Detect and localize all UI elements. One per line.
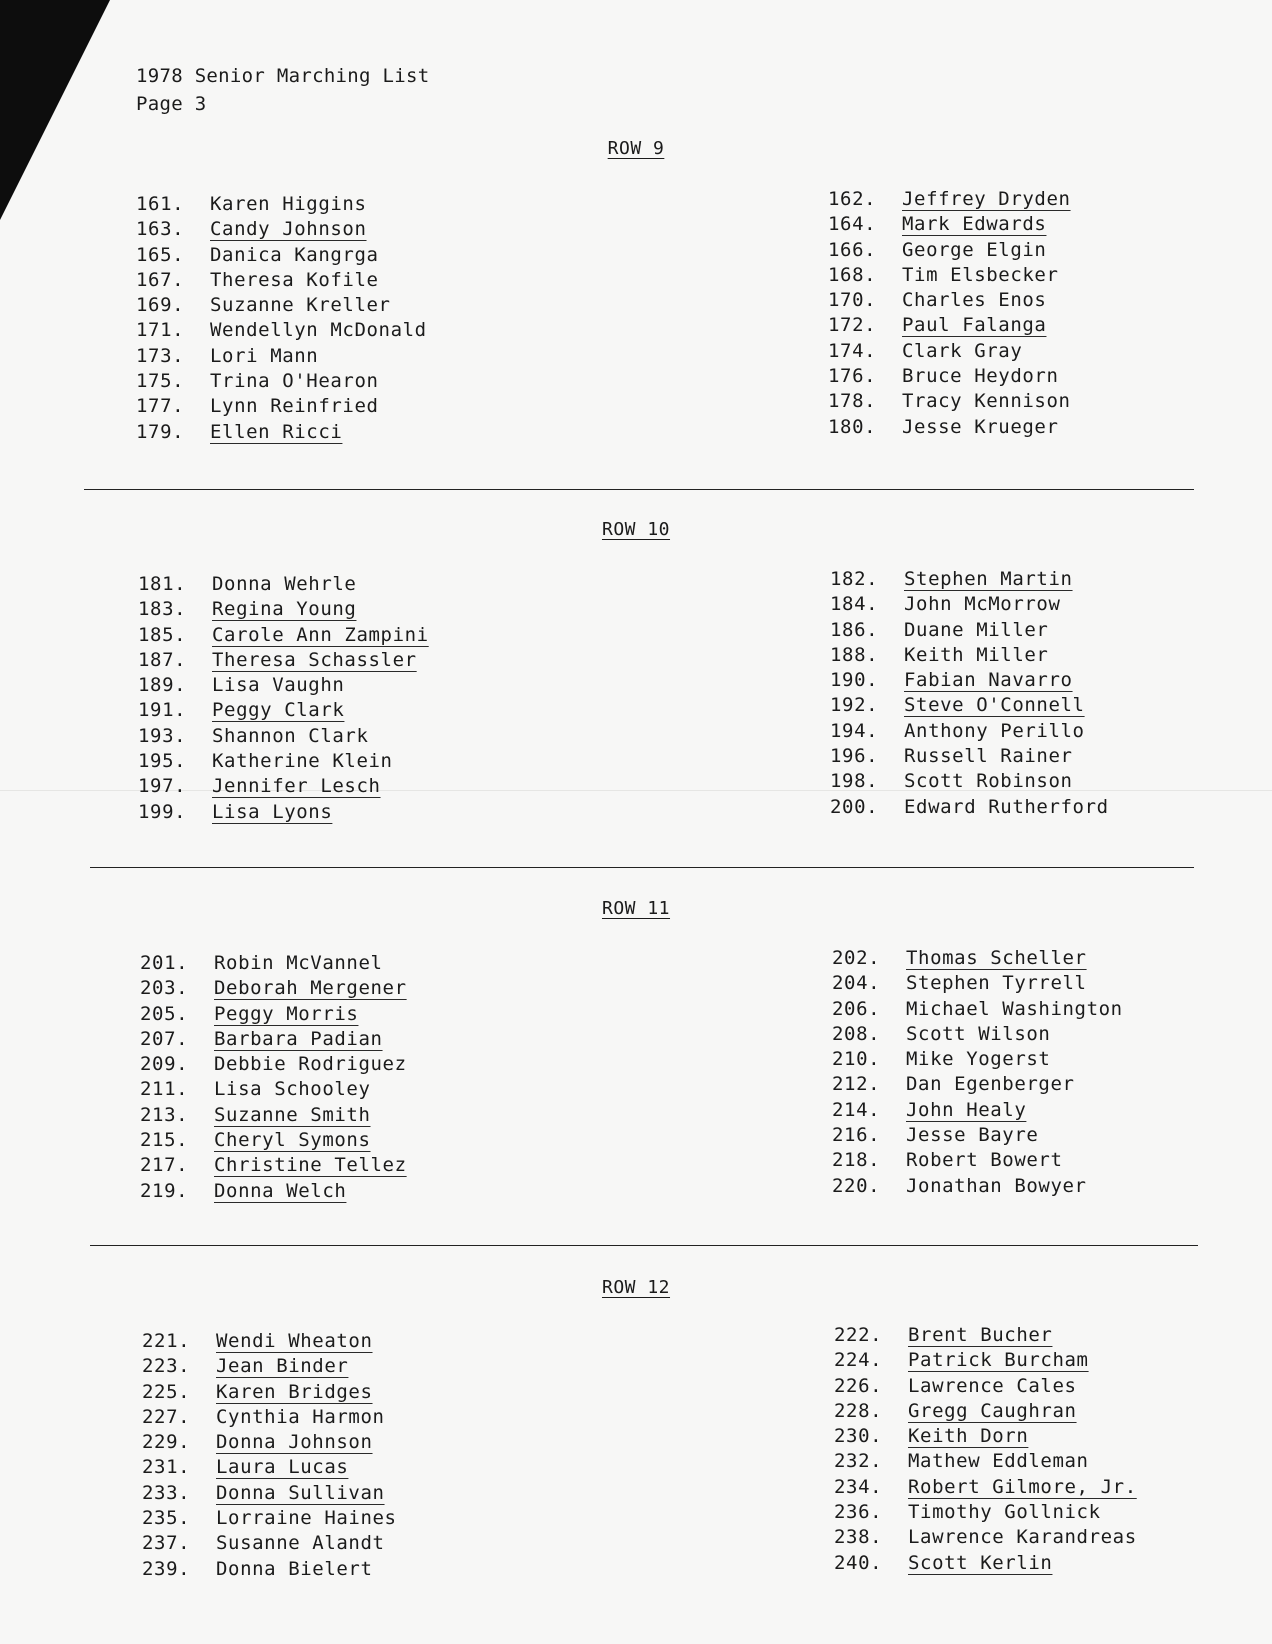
entry-number: 182. (830, 568, 879, 590)
list-item (142, 1455, 397, 1480)
entry-number: 212. (832, 1073, 881, 1096)
entry-number: 223. (142, 1355, 191, 1378)
entry-number: 163. (136, 218, 185, 241)
list-item (138, 623, 429, 648)
entry-number: 218. (832, 1149, 881, 1172)
list-item (138, 648, 429, 673)
entry-number: 165. (136, 243, 185, 266)
entry-number: 197. (138, 775, 187, 798)
entry-number: 171. (136, 319, 185, 342)
student-name: Tim Elsbecker (902, 263, 1059, 286)
student-name: Anthony Perillo (904, 719, 1085, 742)
list-item (828, 238, 1071, 263)
student-name: Jonathan Bowyer (906, 1174, 1087, 1197)
entry-number: 181. (138, 573, 187, 595)
student-name-underlined: Suzanne Smith (214, 1103, 371, 1126)
student-name-underlined: Donna Welch (214, 1179, 347, 1202)
entry-number: 162. (828, 188, 877, 210)
student-name-underlined: Regina Young (212, 598, 357, 621)
list-item (830, 693, 1109, 718)
folded-corner (0, 0, 110, 220)
list-item (832, 1098, 1123, 1123)
list-item (142, 1329, 397, 1354)
list-item (136, 318, 427, 343)
list-item (830, 769, 1109, 794)
list-item (138, 724, 429, 749)
entry-number: 225. (142, 1380, 191, 1403)
list-item (834, 1424, 1137, 1449)
entry-number: 195. (138, 750, 187, 773)
list-item (828, 389, 1071, 414)
student-name-underlined: Cheryl Symons (214, 1129, 371, 1152)
entry-number: 191. (138, 699, 187, 722)
student-name: Debbie Rodriguez (214, 1053, 407, 1076)
row-title: ROW 9 (607, 138, 665, 159)
entry-number: 187. (138, 648, 187, 671)
list-item (828, 187, 1071, 212)
list-item (140, 951, 407, 976)
student-name-underlined: Jean Binder (216, 1355, 349, 1378)
entry-number: 185. (138, 623, 187, 646)
list-item (828, 263, 1071, 288)
entry-number: 231. (142, 1456, 191, 1479)
entry-number: 221. (142, 1330, 191, 1352)
left-column (140, 951, 407, 1204)
student-name: Michael Washington (906, 997, 1123, 1020)
row-title: ROW 12 (601, 1277, 671, 1298)
student-name-underlined: Paul Falanga (902, 314, 1047, 337)
entry-number: 216. (832, 1124, 881, 1147)
entry-number: 184. (830, 593, 879, 616)
entry-number: 175. (136, 370, 185, 393)
student-name-underlined: Jeffrey Dryden (902, 188, 1071, 210)
left-column (136, 192, 427, 445)
student-name: Lawrence Cales (908, 1374, 1077, 1397)
list-item (828, 212, 1071, 237)
student-name: Donna Wehrle (212, 573, 357, 595)
list-item (142, 1481, 397, 1506)
student-name: Lisa Vaughn (212, 674, 345, 697)
entry-number: 183. (138, 598, 187, 621)
student-name: Timothy Gollnick (908, 1501, 1101, 1524)
list-item (830, 592, 1109, 617)
student-name: Robert Bowert (906, 1149, 1063, 1172)
entry-number: 240. (834, 1551, 883, 1574)
entry-number: 211. (140, 1078, 189, 1101)
student-name: Russell Rainer (904, 745, 1073, 768)
list-item (832, 1123, 1123, 1148)
student-name: Scott Robinson (904, 770, 1073, 793)
entry-number: 234. (834, 1475, 883, 1498)
list-item (140, 1103, 407, 1128)
list-item (138, 698, 429, 723)
entry-number: 166. (828, 238, 877, 261)
student-name-underlined: Stephen Martin (904, 568, 1073, 590)
entry-number: 237. (142, 1532, 191, 1555)
list-item (136, 293, 427, 318)
list-item (832, 1148, 1123, 1173)
student-name: Robin McVannel (214, 952, 383, 974)
entry-number: 168. (828, 263, 877, 286)
entry-number: 180. (828, 415, 877, 438)
student-name: Danica Kangrga (210, 243, 379, 266)
student-name: Lawrence Karandreas (908, 1526, 1137, 1549)
entry-number: 222. (834, 1324, 883, 1346)
entry-number: 226. (834, 1374, 883, 1397)
entry-number: 186. (830, 618, 879, 641)
list-item (138, 597, 429, 622)
list-item (140, 1027, 407, 1052)
entry-number: 207. (140, 1027, 189, 1050)
list-item (834, 1475, 1137, 1500)
list-item (832, 946, 1123, 971)
student-name: Tracy Kennison (902, 390, 1071, 413)
entry-number: 202. (832, 947, 881, 969)
student-name: Theresa Kofile (210, 268, 379, 291)
entry-number: 174. (828, 339, 877, 362)
list-item (834, 1348, 1137, 1373)
list-item (832, 1072, 1123, 1097)
entry-number: 178. (828, 390, 877, 413)
entry-number: 161. (136, 193, 185, 215)
list-item (832, 1047, 1123, 1072)
student-name: Mike Yogerst (906, 1048, 1051, 1071)
list-item (834, 1449, 1137, 1474)
list-item (136, 344, 427, 369)
student-name: Clark Gray (902, 339, 1023, 362)
list-item (142, 1354, 397, 1379)
student-name-underlined: Theresa Schassler (212, 648, 417, 671)
student-name-underlined: Gregg Caughran (908, 1399, 1077, 1422)
student-name: Stephen Tyrrell (906, 972, 1087, 995)
list-item (136, 192, 427, 217)
entry-number: 238. (834, 1526, 883, 1549)
entry-number: 224. (834, 1349, 883, 1372)
entry-number: 167. (136, 268, 185, 291)
list-item (138, 673, 429, 698)
entry-number: 232. (834, 1450, 883, 1473)
list-item (834, 1551, 1137, 1576)
list-item (136, 369, 427, 394)
student-name: Mathew Eddleman (908, 1450, 1089, 1473)
row-title: ROW 11 (601, 898, 671, 919)
list-item (828, 288, 1071, 313)
list-item (834, 1525, 1137, 1550)
entry-number: 233. (142, 1481, 191, 1504)
entry-number: 190. (830, 669, 879, 692)
list-item (832, 971, 1123, 996)
student-name: Susanne Alandt (216, 1532, 385, 1555)
list-item (142, 1531, 397, 1556)
entry-number: 199. (138, 800, 187, 823)
student-name: Donna Bielert (216, 1557, 373, 1580)
student-name-underlined: Christine Tellez (214, 1154, 407, 1177)
student-name-underlined: John Healy (906, 1098, 1027, 1121)
list-item (140, 1052, 407, 1077)
entry-number: 193. (138, 724, 187, 747)
entry-number: 209. (140, 1053, 189, 1076)
student-name-underlined: Laura Lucas (216, 1456, 349, 1479)
entry-number: 215. (140, 1129, 189, 1152)
list-item (142, 1430, 397, 1455)
entry-number: 230. (834, 1425, 883, 1448)
list-item (834, 1500, 1137, 1525)
document-title: 1978 Senior Marching List (136, 65, 430, 87)
entry-number: 219. (140, 1179, 189, 1202)
student-name-underlined: Brent Bucher (908, 1324, 1053, 1346)
entry-number: 192. (830, 694, 879, 717)
list-item (828, 313, 1071, 338)
list-item (138, 749, 429, 774)
student-name-underlined: Jennifer Lesch (212, 775, 381, 798)
student-name-underlined: Mark Edwards (902, 213, 1047, 236)
student-name: Shannon Clark (212, 724, 369, 747)
section-divider (90, 867, 1194, 868)
entry-number: 189. (138, 674, 187, 697)
entry-number: 179. (136, 420, 185, 443)
left-column (142, 1329, 397, 1582)
entry-number: 173. (136, 344, 185, 367)
entry-number: 194. (830, 719, 879, 742)
list-item (828, 415, 1071, 440)
student-name-underlined: Donna Sullivan (216, 1481, 385, 1504)
left-column (138, 572, 429, 825)
entry-number: 228. (834, 1399, 883, 1422)
student-name: Keith Miller (904, 643, 1049, 666)
entry-number: 205. (140, 1002, 189, 1025)
student-name: John McMorrow (904, 593, 1061, 616)
student-name-underlined: Peggy Morris (214, 1002, 359, 1025)
list-item (832, 1174, 1123, 1199)
student-name: Suzanne Kreller (210, 294, 391, 317)
student-name: Lorraine Haines (216, 1507, 397, 1530)
student-name-underlined: Fabian Navarro (904, 669, 1073, 692)
list-item (832, 997, 1123, 1022)
student-name-underlined: Patrick Burcham (908, 1349, 1089, 1372)
student-name-underlined: Barbara Padian (214, 1027, 383, 1050)
list-item (136, 217, 427, 242)
student-name-underlined: Steve O'Connell (904, 694, 1085, 717)
list-item (136, 420, 427, 445)
student-name-underlined: Candy Johnson (210, 218, 367, 241)
entry-number: 217. (140, 1154, 189, 1177)
page-number: Page 3 (136, 93, 207, 115)
document-header (136, 62, 429, 118)
student-name-underlined: Peggy Clark (212, 699, 345, 722)
entry-number: 196. (830, 745, 879, 768)
right-column (828, 187, 1071, 440)
entry-number: 164. (828, 213, 877, 236)
entry-number: 201. (140, 952, 189, 974)
list-item (136, 394, 427, 419)
student-name-underlined: Scott Kerlin (908, 1551, 1053, 1574)
entry-number: 176. (828, 365, 877, 388)
student-name: Charles Enos (902, 289, 1047, 312)
student-name: Bruce Heydorn (902, 365, 1059, 388)
student-name: Cynthia Harmon (216, 1405, 385, 1428)
list-item (142, 1557, 397, 1582)
entry-number: 188. (830, 643, 879, 666)
list-item (830, 643, 1109, 668)
entry-number: 235. (142, 1507, 191, 1530)
entry-number: 229. (142, 1431, 191, 1454)
entry-number: 200. (830, 795, 879, 818)
list-item (142, 1380, 397, 1405)
section-divider (84, 489, 1194, 490)
entry-number: 177. (136, 395, 185, 418)
student-name-underlined: Deborah Mergener (214, 977, 407, 1000)
entry-number: 206. (832, 997, 881, 1020)
list-item (140, 1077, 407, 1102)
entry-number: 208. (832, 1022, 881, 1045)
student-name: Edward Rutherford (904, 795, 1109, 818)
list-item (136, 243, 427, 268)
student-name-underlined: Donna Johnson (216, 1431, 373, 1454)
entry-number: 204. (832, 972, 881, 995)
student-name: Karen Higgins (210, 193, 367, 215)
list-item (830, 744, 1109, 769)
entry-number: 214. (832, 1098, 881, 1121)
student-name-underlined: Carole Ann Zampini (212, 623, 429, 646)
entry-number: 227. (142, 1405, 191, 1428)
list-item (136, 268, 427, 293)
student-name: Scott Wilson (906, 1022, 1051, 1045)
list-item (828, 339, 1071, 364)
student-name-underlined: Karen Bridges (216, 1380, 373, 1403)
row-title: ROW 10 (601, 519, 671, 540)
student-name: Jesse Krueger (902, 415, 1059, 438)
student-name-underlined: Wendi Wheaton (216, 1330, 373, 1352)
student-name-underlined: Lisa Lyons (212, 800, 333, 823)
entry-number: 203. (140, 977, 189, 1000)
student-name-underlined: Robert Gilmore, Jr. (908, 1475, 1137, 1498)
entry-number: 239. (142, 1557, 191, 1580)
list-item (140, 1179, 407, 1204)
list-item (834, 1399, 1137, 1424)
student-name-underlined: Thomas Scheller (906, 947, 1087, 969)
right-column (830, 567, 1109, 820)
list-item (834, 1374, 1137, 1399)
student-name: Lynn Reinfried (210, 395, 379, 418)
list-item (832, 1022, 1123, 1047)
student-name: Jesse Bayre (906, 1124, 1039, 1147)
entry-number: 198. (830, 770, 879, 793)
entry-number: 210. (832, 1048, 881, 1071)
list-item (828, 364, 1071, 389)
list-item (834, 1323, 1137, 1348)
student-name-underlined: Ellen Ricci (210, 420, 343, 443)
student-name: Wendellyn McDonald (210, 319, 427, 342)
list-item (138, 572, 429, 597)
list-item (138, 774, 429, 799)
list-item (142, 1506, 397, 1531)
list-item (830, 567, 1109, 592)
student-name: Lisa Schooley (214, 1078, 371, 1101)
student-name: Duane Miller (904, 618, 1049, 641)
entry-number: 169. (136, 294, 185, 317)
list-item (140, 1153, 407, 1178)
entry-number: 170. (828, 289, 877, 312)
list-item (138, 800, 429, 825)
list-item (830, 618, 1109, 643)
list-item (140, 1128, 407, 1153)
right-column (832, 946, 1123, 1199)
student-name: Katherine Klein (212, 750, 393, 773)
list-item (140, 1002, 407, 1027)
student-name: Dan Egenberger (906, 1073, 1075, 1096)
list-item (140, 976, 407, 1001)
entry-number: 172. (828, 314, 877, 337)
section-divider (90, 1245, 1198, 1246)
right-column (834, 1323, 1137, 1576)
entry-number: 236. (834, 1501, 883, 1524)
student-name-underlined: Keith Dorn (908, 1425, 1029, 1448)
entry-number: 213. (140, 1103, 189, 1126)
list-item (830, 719, 1109, 744)
entry-number: 220. (832, 1174, 881, 1197)
list-item (142, 1405, 397, 1430)
student-name: Lori Mann (210, 344, 319, 367)
student-name: George Elgin (902, 238, 1047, 261)
list-item (830, 795, 1109, 820)
student-name: Trina O'Hearon (210, 370, 379, 393)
list-item (830, 668, 1109, 693)
